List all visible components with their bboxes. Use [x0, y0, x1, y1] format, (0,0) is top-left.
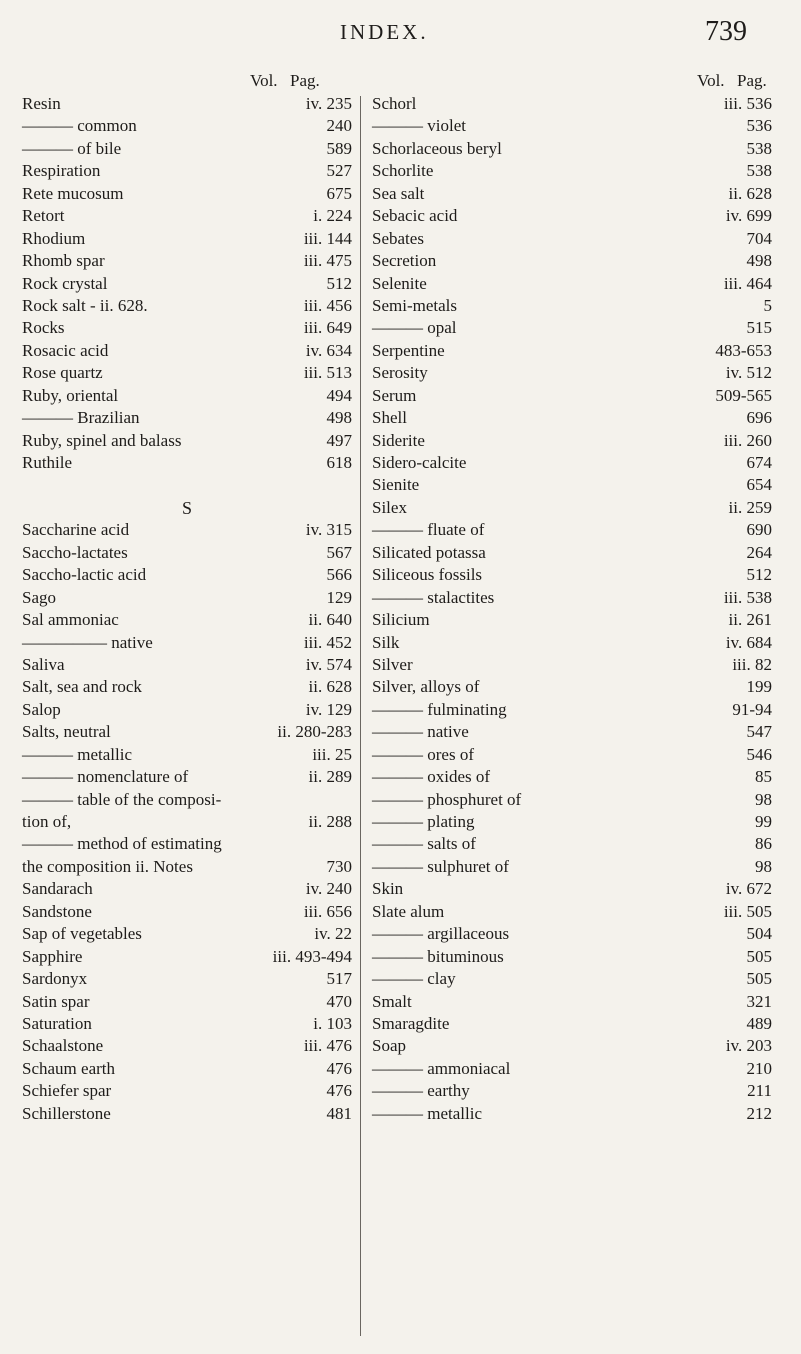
entry-reference: 696: [746, 408, 772, 428]
entry-name: Sienite: [372, 475, 420, 495]
entry-reference: 675: [326, 183, 352, 203]
entry-name: Saccho-lactates: [22, 542, 128, 562]
index-entry: [372, 654, 772, 676]
index-entry: [22, 542, 352, 564]
index-entry: [22, 789, 352, 811]
index-entry: [372, 1080, 772, 1102]
entry-name: Rose quartz: [22, 363, 103, 383]
index-entry: [22, 901, 352, 923]
entry-reference: 654: [746, 475, 772, 495]
entry-reference: 5: [763, 295, 772, 315]
left-entry-list: [22, 93, 352, 1125]
entry-reference: iv. 129: [305, 699, 352, 719]
entry-name: Schorlite: [372, 161, 434, 181]
entry-reference: 91-94: [732, 699, 772, 719]
entry-name: Sebates: [372, 228, 424, 248]
index-entry: [22, 744, 352, 766]
entry-name: Siliceous fossils: [372, 565, 483, 585]
entry-name: Sago: [22, 587, 56, 607]
entry-reference: 321: [746, 991, 772, 1011]
entry-reference: iii. 536: [723, 94, 772, 113]
index-entry: [22, 385, 352, 407]
index-entry: [22, 676, 352, 698]
entry-reference: 476: [326, 1058, 352, 1078]
entry-reference: iv. 240: [305, 879, 352, 899]
index-entry: [372, 609, 772, 631]
index-entry: [372, 205, 772, 227]
entry-name: Resin: [22, 94, 61, 113]
index-entry: [372, 587, 772, 609]
entry-name: Secretion: [372, 251, 437, 271]
entry-name: Schiefer spar: [22, 1081, 112, 1101]
entry-reference: 497: [326, 430, 352, 450]
entry-reference: iii. 260: [723, 430, 772, 450]
entry-reference: 498: [326, 408, 352, 428]
entry-name: Shell: [372, 408, 407, 428]
index-entry: [22, 340, 352, 362]
entry-reference: iii. 144: [303, 228, 352, 248]
entry-reference: iv. 672: [725, 879, 772, 899]
index-entry: [22, 878, 352, 900]
entry-reference: 505: [746, 946, 772, 966]
index-entry: [22, 407, 352, 429]
entry-name: ——— plating: [372, 812, 475, 831]
entry-name: Ruthile: [22, 453, 73, 472]
index-entry: [22, 923, 352, 945]
entry-name: Schorl: [372, 94, 417, 113]
entry-name: Satin spar: [22, 991, 90, 1011]
entry-name: Saccharine acid: [22, 520, 130, 540]
entry-reference: 527: [326, 161, 352, 181]
index-entry: [22, 632, 352, 654]
vol-label: Vol.: [250, 71, 278, 90]
entry-reference: 546: [746, 744, 772, 764]
entry-reference: 199: [746, 677, 772, 697]
index-entry: [372, 878, 772, 900]
entry-name: Silicated potassa: [372, 542, 486, 562]
index-entry: [22, 93, 352, 115]
index-entry: [22, 654, 352, 676]
entry-reference: 85: [755, 767, 772, 787]
entry-name: ——— ores of: [372, 744, 474, 764]
entry-name: Sal ammoniac: [22, 610, 119, 630]
index-entry: [22, 160, 352, 182]
entry-reference: 515: [746, 318, 772, 338]
index-entry: [22, 183, 352, 205]
entry-reference: 240: [326, 116, 352, 136]
entry-reference: 704: [746, 228, 772, 248]
entry-name: ——— sulphuret of: [372, 856, 509, 876]
entry-reference: 566: [326, 565, 352, 585]
entry-reference: 504: [746, 924, 772, 944]
entry-name: Skin: [372, 879, 404, 899]
entry-name: the composition ii. Notes: [22, 856, 193, 876]
pag-label: Pag.: [290, 71, 320, 90]
page-number: 739: [705, 16, 747, 47]
index-entry: [372, 1013, 772, 1035]
vol-label: Vol.: [697, 71, 725, 90]
index-entry: [22, 115, 352, 137]
entry-name: Semi-metals: [372, 295, 457, 315]
entry-name: Sardonyx: [22, 969, 88, 989]
index-entry: [22, 317, 352, 339]
entry-name: Ruby, spinel and balass: [22, 430, 182, 450]
left-index-column: [22, 71, 352, 1125]
entry-name: Saturation: [22, 1013, 92, 1033]
index-entry: [372, 228, 772, 250]
entry-name: Sea salt: [372, 183, 425, 203]
index-entry: [22, 856, 352, 878]
entry-reference: iv. 574: [305, 654, 352, 674]
entry-reference: 86: [755, 834, 772, 854]
entry-reference: 589: [326, 138, 352, 158]
entry-reference: iii. 513: [303, 363, 352, 383]
index-entry: [372, 250, 772, 272]
entry-reference: 98: [755, 856, 772, 876]
entry-reference: 690: [746, 520, 772, 540]
index-entry: [372, 833, 772, 855]
entry-name: Rete mucosum: [22, 183, 124, 203]
entry-reference: 512: [746, 565, 772, 585]
entry-name: ——— oxides of: [372, 767, 491, 787]
entry-reference: iv. 512: [725, 363, 772, 383]
entry-name: Retort: [22, 206, 65, 226]
entry-reference: iii. 452: [303, 632, 352, 652]
index-entry: [372, 497, 772, 519]
column-divider: [360, 96, 361, 1336]
entry-name: ——— table of the composi-: [22, 789, 222, 809]
index-entry: [372, 968, 772, 990]
entry-name: Rhodium: [22, 228, 86, 248]
entry-name: Sidero-calcite: [372, 453, 467, 472]
pag-label: Pag.: [737, 71, 767, 90]
entry-name: Salop: [22, 699, 61, 719]
entry-reference: iv. 315: [305, 520, 352, 540]
entry-name: Rocks: [22, 318, 65, 338]
entry-name: ——— nomenclature of: [22, 767, 189, 787]
entry-reference: iv. 22: [314, 924, 352, 944]
index-entry: [372, 699, 772, 721]
index-entry: [22, 1058, 352, 1080]
index-entry: [372, 115, 772, 137]
entry-name: Sebacic acid: [372, 206, 458, 226]
index-entry: [372, 183, 772, 205]
entry-name: ——— metallic: [22, 744, 133, 764]
index-entry: [372, 542, 772, 564]
entry-reference: 674: [746, 453, 772, 472]
right-column-head: [372, 71, 772, 93]
index-entry: [372, 991, 772, 1013]
entry-name: Rock crystal: [22, 273, 108, 293]
entry-reference: 489: [746, 1013, 772, 1033]
index-entry: [372, 362, 772, 384]
entry-name: Rock salt - ii. 628.: [22, 295, 148, 315]
entry-reference: 483-653: [715, 340, 772, 360]
entry-name: Ruby, oriental: [22, 385, 119, 405]
index-entry: [372, 93, 772, 115]
entry-name: Schaalstone: [22, 1036, 104, 1056]
index-entry: [22, 1013, 352, 1035]
entry-reference: ii. 261: [728, 610, 772, 630]
index-entry: [22, 250, 352, 272]
entry-name: S: [181, 497, 192, 518]
entry-reference: 498: [746, 251, 772, 271]
index-entry: [22, 991, 352, 1013]
entry-reference: 494: [326, 385, 352, 405]
entry-reference: 517: [326, 969, 352, 989]
left-column-head: [22, 71, 352, 93]
entry-reference: ii. 288: [308, 812, 352, 831]
entry-name: Sap of vegetables: [22, 924, 142, 944]
entry-reference: 264: [746, 542, 772, 562]
entry-name: Silk: [372, 632, 400, 652]
entry-name: ——— Brazilian: [22, 408, 140, 428]
entry-name: Silicium: [372, 610, 430, 630]
entry-reference: iii. 538: [723, 587, 772, 607]
right-index-column: [372, 71, 772, 1125]
entry-reference: iii. 656: [303, 901, 352, 921]
entry-reference: 470: [326, 991, 352, 1011]
page-header: [0, 16, 801, 60]
entry-reference: iii. 505: [723, 901, 772, 921]
index-entry: [22, 833, 352, 855]
entry-name: Schillerstone: [22, 1103, 111, 1123]
entry-reference: iii. 464: [723, 273, 772, 293]
index-entry: [22, 474, 352, 496]
entry-reference: 211: [747, 1081, 772, 1101]
entry-reference: 536: [746, 116, 772, 136]
entry-reference: i. 103: [313, 1013, 352, 1033]
index-entry: [372, 295, 772, 317]
entry-name: Sandstone: [22, 901, 92, 921]
entry-name: Soap: [372, 1036, 406, 1056]
index-entry: [22, 721, 352, 743]
entry-reference: 538: [746, 161, 772, 181]
index-entry: [22, 519, 352, 541]
index-entry: [22, 1080, 352, 1102]
entry-reference: ii. 289: [308, 767, 352, 787]
index-entry: [372, 407, 772, 429]
entry-reference: iii. 25: [312, 744, 352, 764]
index-entry: [22, 273, 352, 295]
index-entry: [372, 1035, 772, 1057]
entry-name: ——— stalactites: [372, 587, 495, 607]
index-entry: [22, 362, 352, 384]
entry-name: Sandarach: [22, 879, 93, 899]
entry-name: Sapphire: [22, 946, 83, 966]
index-entry: [372, 1103, 772, 1125]
entry-reference: iv. 235: [305, 94, 352, 113]
entry-reference: iv. 203: [725, 1036, 772, 1056]
entry-reference: 476: [326, 1081, 352, 1101]
entry-name: Siderite: [372, 430, 425, 450]
entry-reference: iv. 634: [305, 340, 352, 360]
index-entry: [372, 1058, 772, 1080]
entry-name: ——— metallic: [372, 1103, 483, 1123]
index-entry: [22, 766, 352, 788]
index-entry: [372, 564, 772, 586]
entry-name: tion of,: [22, 812, 72, 831]
entry-reference: iii. 493-494: [272, 946, 352, 966]
entry-name: Respiration: [22, 161, 101, 181]
entry-reference: iii. 649: [303, 318, 352, 338]
entry-reference: iv. 684: [725, 632, 772, 652]
index-entry: [22, 968, 352, 990]
index-entry: [22, 564, 352, 586]
index-entry: [372, 452, 772, 474]
entry-reference: iv. 699: [725, 206, 772, 226]
entry-name: ——— opal: [372, 318, 457, 338]
index-entry: [372, 811, 772, 833]
entry-reference: ii. 640: [308, 610, 352, 630]
index-entry: [372, 721, 772, 743]
entry-name: Serpentine: [372, 340, 445, 360]
index-entry: [22, 811, 352, 833]
entry-name: Schaum earth: [22, 1058, 115, 1078]
entry-name: Silver, alloys of: [372, 677, 480, 697]
entry-reference: ii. 628: [308, 677, 352, 697]
entry-reference: 730: [326, 856, 352, 876]
entry-name: Serosity: [372, 363, 428, 383]
index-entry: [22, 205, 352, 227]
entry-name: ——— argillaceous: [372, 924, 510, 944]
entry-name: ——— earthy: [372, 1081, 470, 1101]
entry-name: ——— phosphuret of: [372, 789, 522, 809]
entry-reference: 505: [746, 969, 772, 989]
index-entry: [372, 789, 772, 811]
index-entry: [22, 295, 352, 317]
entry-name: Serum: [372, 385, 417, 405]
index-entry: [22, 430, 352, 452]
entry-reference: 98: [755, 789, 772, 809]
entry-reference: 567: [326, 542, 352, 562]
index-entry: [22, 452, 352, 474]
index-entry: [372, 901, 772, 923]
entry-name: ——— of bile: [22, 138, 122, 158]
index-entry: [372, 676, 772, 698]
entry-name: Smaragdite: [372, 1013, 450, 1033]
index-entry: [372, 160, 772, 182]
entry-reference: 512: [326, 273, 352, 293]
entry-reference: ii. 628: [728, 183, 772, 203]
index-entry: [22, 609, 352, 631]
index-entry: [372, 766, 772, 788]
entry-name: ——— fulminating: [372, 699, 507, 719]
entry-reference: iii. 475: [303, 251, 352, 271]
index-entry: [22, 699, 352, 721]
entry-name: Slate alum: [372, 901, 445, 921]
entry-name: Schorlaceous beryl: [372, 138, 502, 158]
entry-name: ————— native: [22, 632, 153, 652]
index-entry: [372, 385, 772, 407]
entry-name: Saliva: [22, 654, 65, 674]
entry-name: ——— common: [22, 116, 137, 136]
entry-reference: ii. 259: [728, 497, 772, 517]
entry-name: ——— violet: [372, 116, 466, 136]
index-entry: [372, 138, 772, 160]
entry-name: Silver: [372, 654, 413, 674]
entry-name: Selenite: [372, 273, 427, 293]
section-letter: [22, 497, 352, 519]
index-entry: [372, 744, 772, 766]
index-entry: [372, 340, 772, 362]
entry-reference: i. 224: [313, 206, 352, 226]
index-entry: [22, 1035, 352, 1057]
entry-name: ——— clay: [372, 969, 456, 989]
entry-name: Saccho-lactic acid: [22, 565, 147, 585]
index-entry: [372, 430, 772, 452]
entry-reference: 509-565: [715, 385, 772, 405]
index-entry: [372, 632, 772, 654]
entry-reference: 547: [746, 722, 772, 742]
entry-reference: iii. 456: [303, 295, 352, 315]
entry-name: ——— salts of: [372, 834, 476, 854]
entry-name: ——— bituminous: [372, 946, 504, 966]
entry-reference: iii. 476: [303, 1036, 352, 1056]
entry-reference: iii. 82: [732, 654, 772, 674]
index-entry: [372, 519, 772, 541]
running-title: INDEX.: [340, 20, 429, 44]
index-entry: [372, 923, 772, 945]
entry-name: ——— ammoniacal: [372, 1058, 511, 1078]
index-entry: [22, 228, 352, 250]
index-entry: [372, 856, 772, 878]
entry-name: Rosacic acid: [22, 340, 109, 360]
entry-reference: 538: [746, 138, 772, 158]
index-entry: [22, 946, 352, 968]
entry-name: Rhomb spar: [22, 251, 105, 271]
entry-name: Silex: [372, 497, 407, 517]
entry-name: ——— fluate of: [372, 520, 485, 540]
entry-reference: 618: [326, 453, 352, 472]
entry-name: Salt, sea and rock: [22, 677, 142, 697]
index-entry: [372, 317, 772, 339]
entry-name: ——— method of estimating: [22, 834, 222, 854]
entry-name: ——— native: [372, 722, 469, 742]
index-entry: [372, 273, 772, 295]
entry-reference: 212: [746, 1103, 772, 1123]
index-entry: [22, 587, 352, 609]
right-entry-list: [372, 93, 772, 1125]
entry-reference: 210: [746, 1058, 772, 1078]
index-entry: [372, 474, 772, 496]
entry-name: Smalt: [372, 991, 412, 1011]
entry-reference: 99: [755, 812, 772, 831]
entry-reference: 481: [326, 1103, 352, 1123]
entry-reference: ii. 280-283: [277, 722, 352, 742]
entry-reference: 129: [326, 587, 352, 607]
index-entry: [372, 946, 772, 968]
index-entry: [22, 138, 352, 160]
entry-name: Salts, neutral: [22, 722, 111, 742]
index-entry: [22, 1103, 352, 1125]
